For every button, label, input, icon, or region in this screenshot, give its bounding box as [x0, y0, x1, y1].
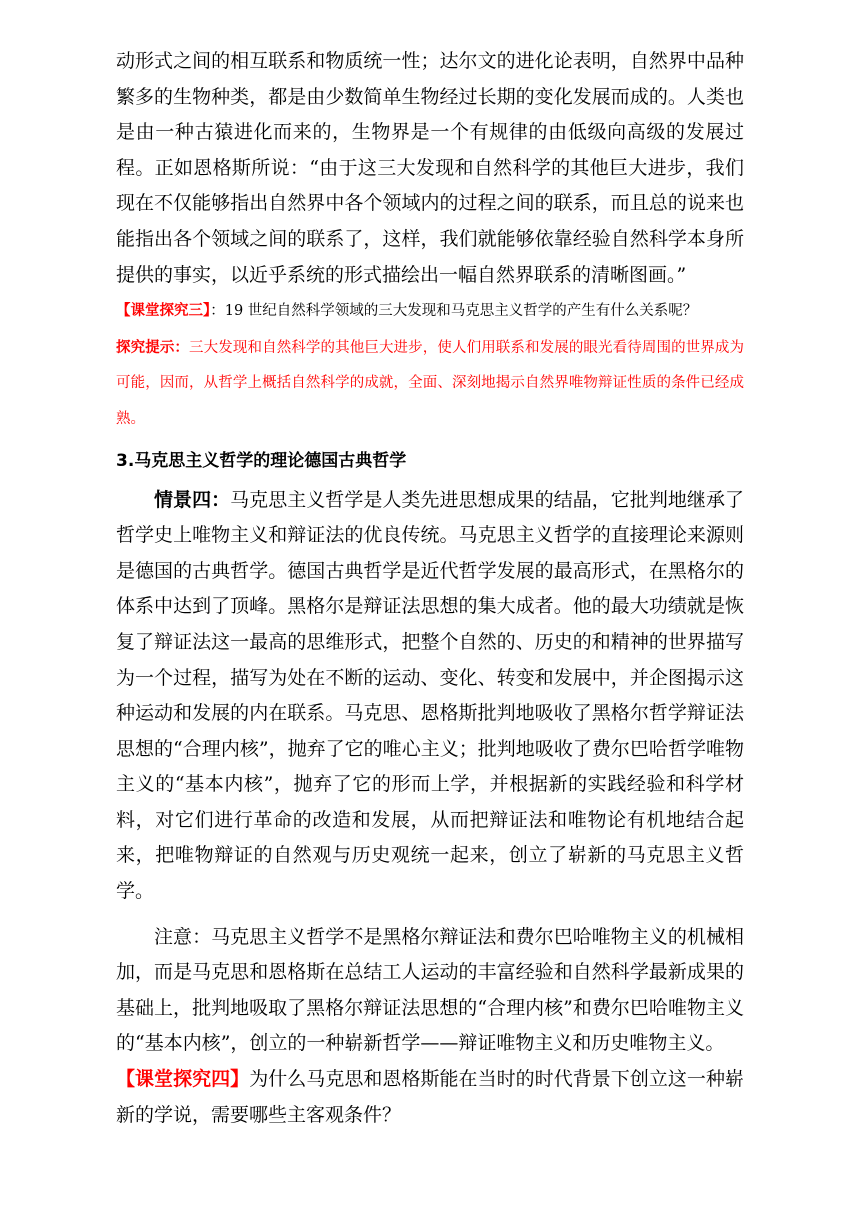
explore-three-label: 【课堂探究三】 — [116, 302, 211, 320]
classroom-explore-three — [116, 293, 744, 330]
document-body — [116, 44, 744, 1133]
explore-hint-text: 三大发现和自然科学的其他巨大进步，使人们用联系和发展的眼光看待周围的世界成为可能，因而，从哲学上概括自然科学的成就，全面、深刻地揭示自然界唯物辩证性质的条件已经成熟。 — [116, 339, 745, 427]
classroom-explore-four — [116, 1062, 744, 1133]
scene-four-text: 马克思主义哲学是人类先进思想成果的结晶，它批判地继承了哲学史上唯物主义和辩证法的优良传统。马克思主义哲学的直接理论来源则是德国的古典哲学。德国古典哲学是近代哲学发展的最高形式，在黑格尔的体系中达到了顶峰。黑格尔是辩证法思想的集大成者。他的最大功绩就是恢复了辩证法这一最高的思维形式，把整个自然的、历史的和精神的世界描写为一个过程，描写为处在不断的运动、变化、转变和发展中，并企图揭示这种运动和发展的内在联系。马克思、恩格斯批判地吸收了黑格尔哲学辩证法思想的“合理内核”，抛弃了它的唯心主义；批判地吸收了费尔巴哈哲学唯物主义的“基本内核”，抛弃了它的形而上学，并根据新的实践经验和科学材料，对它们进行革命的改造和发展，从而把辩证法和唯物论有机地结合起来，把唯物辩证的自然观与历史观统一起来，创立了崭新的马克思主义哲学。 — [116, 488, 744, 903]
note-paragraph: 注意：马克思主义哲学不是黑格尔辩证法和费尔巴哈唯物主义的机械相加，而是马克思和恩格斯在总结工人运动的丰富经验和自然科学最新成果的基础上，批判地吸取了黑格尔辩证法思想的“合理内核”和费尔巴哈唯物主义的“基本内核”，创立的一种崭新哲学——辩证唯物主义和历史唯物主义。 — [116, 925, 744, 1055]
section-heading-3: 3.马克思主义哲学的理论德国古典哲学 — [116, 450, 407, 471]
explore-four-label: 【课堂探究四】 — [116, 1068, 250, 1091]
explore-hint-label: 探究提示： — [116, 338, 190, 356]
explore-hint — [116, 330, 744, 438]
scene-four-paragraph — [116, 483, 744, 910]
explore-four-question: 为什么马克思和恩格斯能在当时的时代背景下创立这一种崭新的学说，需要哪些主客观条件？ — [116, 1068, 744, 1126]
paragraph-three-discoveries: 动形式之间的相互联系和物质统一性；达尔文的进化论表明，自然界中品种繁多的生物种类，都是由少数简单生物经过长期的变化发展而成的。人类也是由一种古猿进化而来的，生物界是一个有规律的由低级向高级的发展过程。正如恩格斯所说：“由于这三大发现和自然科学的其他巨大进步，我们现在不仅能够指出自然界中各个领域内的过程之间的联系，而且总的说来也能指出各个领域之间的联系了，这样，我们就能够依靠经验自然科学本身所提供的事实，以近乎系统的形式描绘出一幅自然界联系的清晰图画。” — [116, 50, 744, 286]
explore-three-question: ：19 世纪自然科学领域的三大发现和马克思主义哲学的产生有什么关系呢？ — [210, 303, 698, 320]
scene-four-label: 情景四： — [154, 488, 231, 511]
